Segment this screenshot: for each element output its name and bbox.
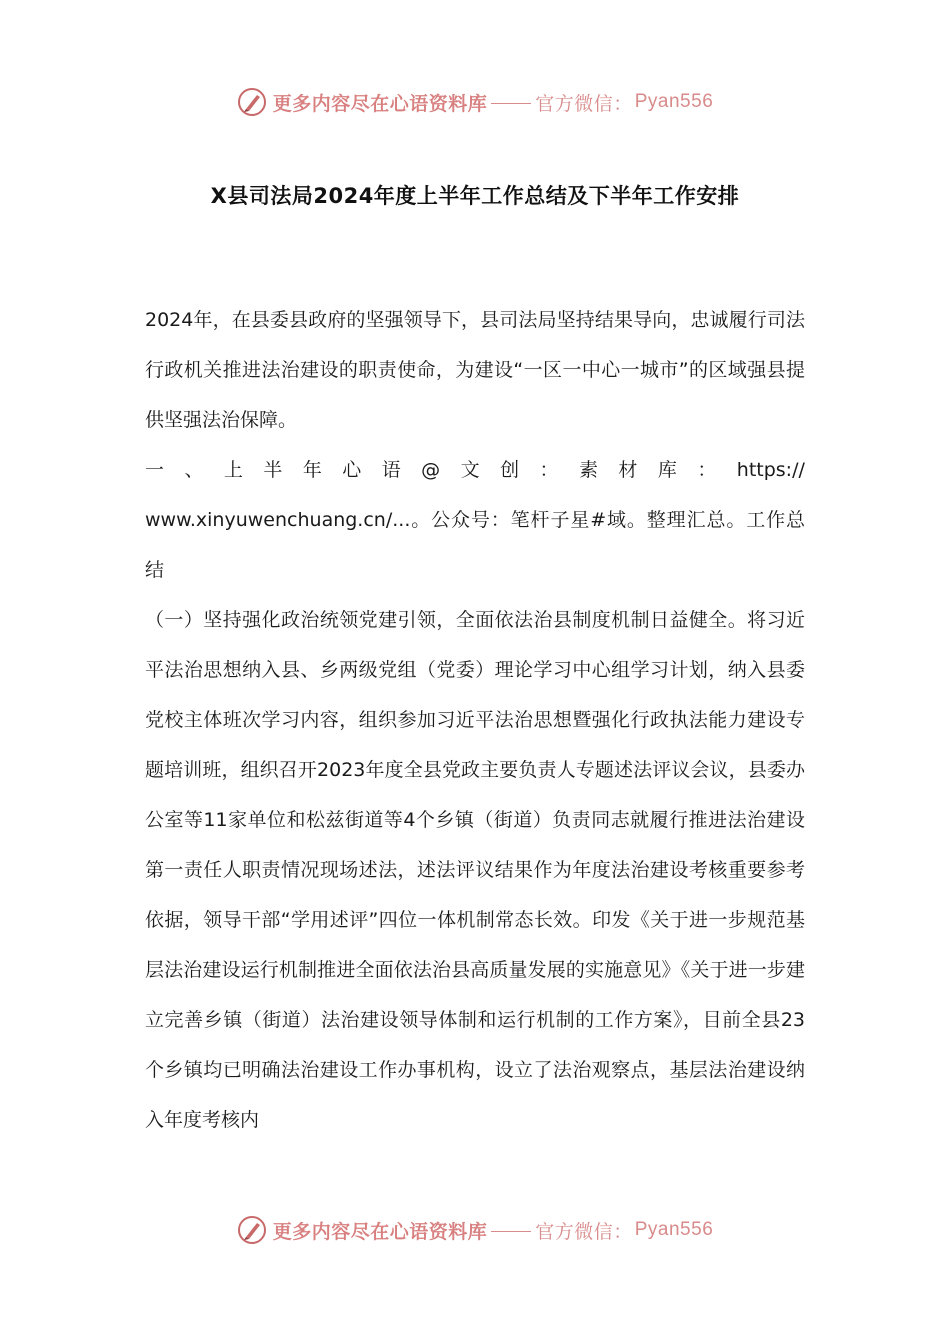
heading-char: ： (697, 459, 717, 481)
heading-char: 年 (302, 459, 322, 481)
heading-char: 一 (145, 459, 165, 481)
heading-char: 素 (578, 459, 598, 481)
watermark-label: 官方微信： (535, 92, 633, 115)
pen-logo-icon (237, 1215, 267, 1245)
watermark-header (0, 82, 950, 122)
heading-char: ： (539, 459, 559, 481)
watermark-dash (491, 103, 531, 104)
heading-char: 材 (618, 459, 638, 481)
pen-logo-icon (237, 87, 267, 117)
watermark-wechat-id: Pyan556 (634, 1219, 714, 1240)
heading-char: 文 (460, 459, 480, 481)
watermark-footer (0, 1210, 950, 1250)
watermark-brand: 更多内容尽在心语资料库 (272, 1220, 488, 1243)
intro-paragraph: 2024年，在县委县政府的坚强领导下，县司法局坚持结果导向，忠诚履行司法行政机关推进法治建设的职责使命，为建设“一区一中心一城市”的区域强县提供坚强法治保障。 (145, 309, 805, 431)
section-heading-line2: www.xinyuwenchuang.cn/...。公众号：笔杆子星#域。整理汇总。工作总结 (145, 509, 805, 581)
heading-char: 上 (223, 459, 243, 481)
heading-char: 、 (184, 459, 204, 481)
watermark-brand: 更多内容尽在心语资料库 (272, 92, 488, 115)
document-body (145, 295, 805, 1145)
heading-char: 库 (657, 459, 677, 481)
watermark-label: 官方微信： (535, 1220, 633, 1243)
watermark-wechat-id: Pyan556 (634, 91, 714, 112)
section1-paragraph: （一）坚持强化政治统领党建引领，全面依法治县制度机制日益健全。将习近平法治思想纳入县、乡两级党组（党委）理论学习中心组学习计划，纳入县委党校主体班次学习内容，组织参加习近平法治思想暨强化行政执法能力建设专题培训班，组织召开2023年度全县党政主要负责人专题述法评议会议，县委办公室等11家单位和松兹街道等4个乡镇（街道）负责同志就履行推进法治建设第一责任人职责情况现场述法，述法评议结果作为年度法治建设考核重要参考依据，领导干部“学用述评”四位一体机制常态长效。印发《关于进一步规范基层法治建设运行机制推进全面依法治县高质量发展的实施意见》《关于进一步建立完善乡镇（街道）法治建设领导体制和运行机制的工作方案》，目前全县23个乡镇均已明确法治建设工作办事机构，设立了法治观察点，基层法治建设纳入年度考核内 (145, 609, 805, 1131)
document-title: X县司法局2024年度上半年工作总结及下半年工作安排 (210, 184, 740, 208)
heading-char: 半 (263, 459, 283, 481)
heading-char: https:// (736, 459, 805, 481)
heading-char: 语 (381, 459, 401, 481)
heading-char: 创 (500, 459, 520, 481)
watermark-dash (491, 1231, 531, 1232)
heading-char: @ (421, 459, 441, 481)
heading-char: 心 (342, 459, 362, 481)
section-heading-line1 (145, 445, 805, 495)
